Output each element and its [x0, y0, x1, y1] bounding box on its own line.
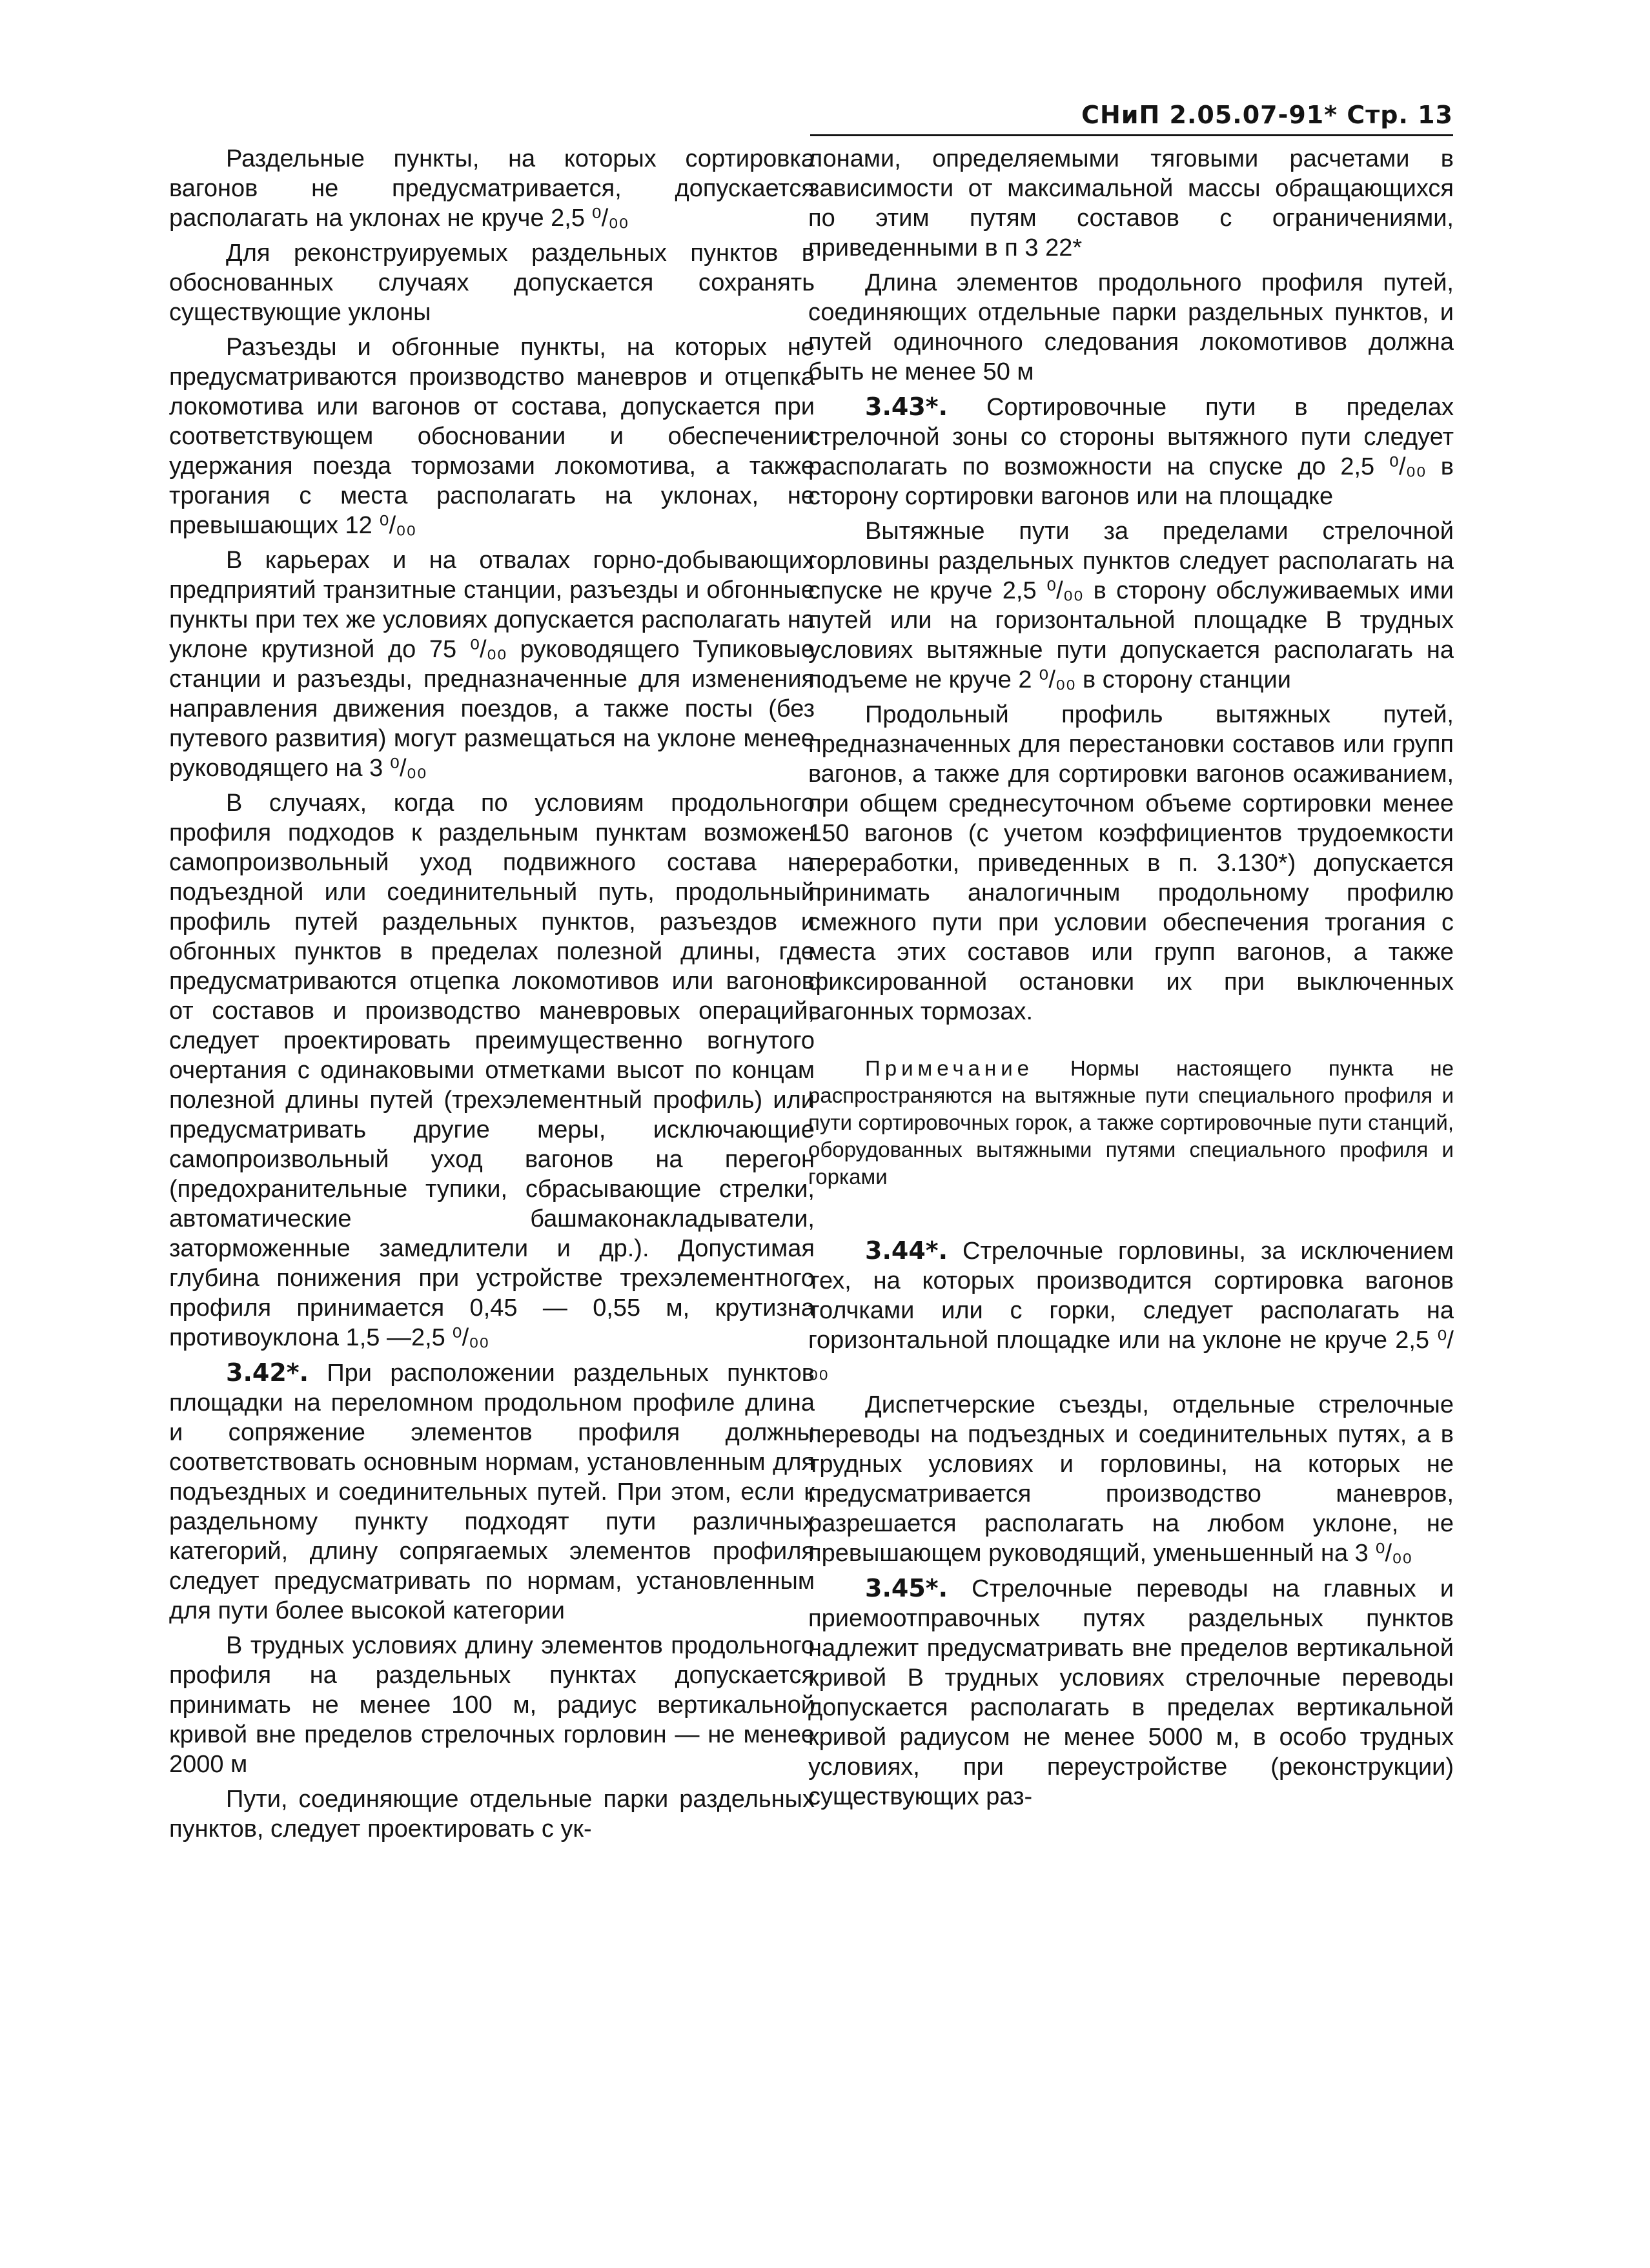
paragraph: В случаях, когда по условиям продольного профиля подходов к раздельным пунктам возможен самопроизвольный уход подвижного состава на подъездной или соединительный путь, продольный профиль путей раздельных пунктов, разъездов и обгонных пунктов в пределах полезной длины, где предусматриваются отцепка локомотивов или вагонов от составов и производство маневровых операций, следует проектировать преимущественно вогнутого очертания с одинаковыми отметками высот по концам полезной длины путей (трехэлементный профиль) или предусматривать другие меры, исключающие самопроизвольный уход вагонов на перегон (предохранительные тупики, сбрасывающие стрелки, автоматические башмаконакладыватели, заторможенные замедлители и др.). Допустимая глубина понижения при устройстве трехэлементного профиля принимается 0,45 — 0,55 м, крутизна противоуклона 1,5 —2,5 ⁰/₀₀ — [169, 790, 815, 1351]
clause-3-45 — [808, 1573, 1454, 1812]
clause-text: Сортировочные пути в пределах стрелочной зоны со стороны вытяжного пути следует располагать по возможности на спуске до 2,5 ⁰/₀₀ в сторону сортировки вагонов или на площадке — [808, 394, 1454, 510]
clause-number: 3.44*. — [865, 1236, 948, 1265]
paragraph: В трудных условиях длину элементов продольного профиля на раздельных пунктах допускается принимать не менее 100 м, радиус вертикальной кривой вне пределов стрелочных горловин — не менее 2000 м — [169, 1632, 815, 1778]
paragraph: лонами, определяемыми тяговыми расчетами в зависимости от максимальной массы обращающихся по этим путям составов с ограничениями, приведенными в п 3 22* — [808, 145, 1454, 261]
clause-number: 3.45*. — [865, 1574, 948, 1602]
clause-number: 3.43*. — [865, 393, 948, 421]
paragraph: Диспетчерские съезды, отдельные стрелочные переводы на подъездных и соединительных путях, а в трудных условиях и горловины, на которых не предусматривается производство маневров, разрешается располагать на любом уклоне, не превышающем руководящий, уменьшенный на 3 ⁰/₀₀ — [808, 1391, 1454, 1567]
page-header: СНиП 2.05.07-91* Стр. 13 — [1081, 101, 1453, 129]
clause-3-44 — [808, 1236, 1454, 1385]
paragraph: Для реконструируемых раздельных пунктов в обоснованных случаях допускается сохранять существующие уклоны — [169, 240, 815, 326]
clause-text: При расположении раздельных пунктов площадки на переломном продольном профиле длина и сопряжение элементов профиля должны соответствовать основным нормам, установленным для подъездных и соединительных путей. При этом, если к раздельному пункту подходят пути различных категорий, длину сопрягаемых элементов профиля следует предусматривать по нормам, установленным для пути более высокой категории — [169, 1360, 815, 1624]
paragraph: В карьерах и на отвалах горно-добывающих предприятий транзитные станции, разъезды и обгонные пункты при тех же условиях допускается располагать на уклоне крутизной до 75 ⁰/₀₀ руководящего Тупиковые станции и разъезды, предназначенные для изменения направления движения поездов, а также посты (без путевого развития) могут размещаться на уклоне менее руководящего на 3 ⁰/₀₀ — [169, 547, 815, 782]
clause-text: Стрелочные горловины, за исключением тех, на которых производится сортировка вагонов толчками или с горки, следует располагать на горизонтальной площадке или на уклоне не круче 2,5 ⁰/₀₀ — [808, 1238, 1454, 1384]
note-text: Нормы настоящего пункта не распространяются на вытяжные пути специального профиля и пути сортировочных горок, а также сортировочные пути станций, оборудованных вытяжными путями специального профиля и горками — [808, 1056, 1454, 1189]
note — [808, 1055, 1454, 1190]
clause-text: Стрелочные переводы на главных и приемоотправочных путях раздельных пунктов надлежит предусматривать вне пределов вертикальной кривой В трудных условиях стрелочные переводы допускается располагать в пределах вертикальной кривой радиусом не менее 5000 м, в особо трудных условиях, при переустройстве (реконструкции) существующих раз- — [808, 1575, 1454, 1810]
paragraph: Раздельные пункты, на которых сортировка вагонов не предусматривается, допускается располагать на уклонах не круче 2,5 ⁰/₀₀ — [169, 145, 815, 232]
left-column — [169, 144, 815, 1849]
paragraph: Длина элементов продольного профиля путей, соединяющих отдельные парки раздельных пунктов, и путей одиночного следования локомотивов должна быть не менее 50 м — [808, 269, 1454, 385]
paragraph: Пути, соединяющие отдельные парки раздельных пунктов, следует проектировать с ук- — [169, 1786, 815, 1843]
paragraph: Вытяжные пути за пределами стрелочной горловины раздельных пунктов следует располагать на спуске не круче 2,5 ⁰/₀₀ в сторону обслуживаемых ими путей или на горизонтальной площадке В трудных условиях вытяжные пути допускается располагать на подъеме не круче 2 ⁰/₀₀ в сторону станции — [808, 518, 1454, 693]
paragraph: Разъезды и обгонные пункты, на которых не предусматриваются производство маневров и отцепка локомотива или вагонов от состава, допускается при соответствующем обосновании и обеспечении удержания поезда тормозами локомотива, а также трогания с места располагать на уклонах, не превышающих 12 ⁰/₀₀ — [169, 334, 815, 539]
clause-3-42 — [169, 1358, 815, 1626]
paragraph: Продольный профиль вытяжных путей, предназначенных для перестановки составов или групп вагонов, а также для сортировки вагонов осаживанием, при общем среднесуточном объеме сортировки менее 150 вагонов (с учетом коэффициентов трудоемкости переработки, приведенных в п. 3.130*) допускается принимать аналогичным продольному профилю смежного пути при условии обеспечения трогания с места этих составов или групп вагонов, а также фиксированной остановки их при выключенных вагонных тормозах. — [808, 701, 1454, 1025]
note-label: Примечание — [865, 1056, 1034, 1080]
right-column — [808, 144, 1454, 1817]
clause-3-43 — [808, 392, 1454, 511]
header-rule — [810, 134, 1453, 136]
clause-number: 3.42*. — [226, 1358, 309, 1387]
